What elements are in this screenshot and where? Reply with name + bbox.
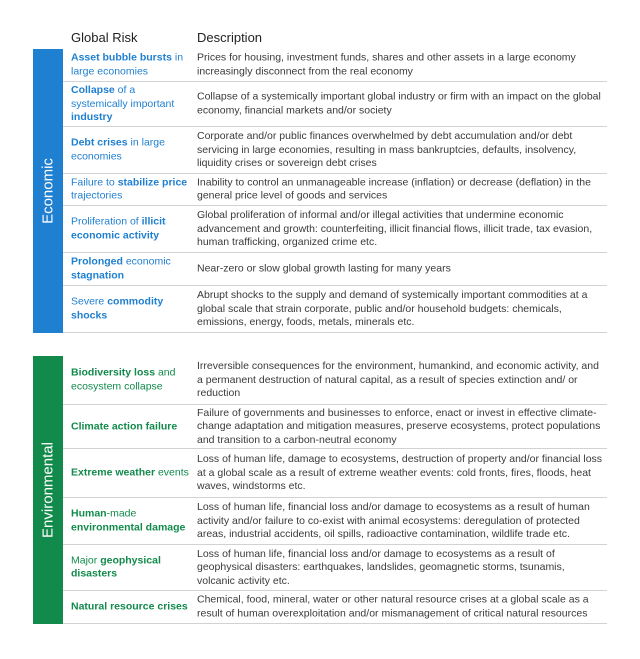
table-row (63, 253, 607, 286)
risk-description: Chemical, food, mineral, water or other natural resource crises at a global scale as a result of human overexploitation and/or mismanagement of critical natural resources (197, 593, 589, 619)
risk-name: Failure to stabilize price trajectories (71, 176, 188, 202)
risk-name: Proliferation of illicit economic activity (71, 215, 166, 241)
risk-description: Inability to control an unmanageable increase (inflation) or decrease (deflation) in the general price level of goods and services (197, 176, 591, 202)
table-row (63, 591, 607, 624)
section-label: Environmental (39, 442, 57, 538)
table-row (63, 82, 607, 127)
risk-name: Debt crises in large economies (71, 136, 165, 162)
risk-description: Loss of human life, financial loss and/or damage to ecosystems as a result of geophysical disasters: earthquakes, landslides, geomagnetic storms, tsunamis, volcanic activity etc. (197, 547, 565, 587)
table-row (63, 206, 607, 253)
risk-name: Natural resource crises (71, 600, 188, 613)
risk-description: Corporate and/or public finances overwhelmed by debt accumulation and/or debt servicing in large economies, resulting in mass bankruptcies, defaults, insolvency, liquidity crises or sovereign debt crises (197, 129, 577, 169)
table-row (63, 405, 607, 449)
risk-description: Prices for housing, investment funds, shares and other assets in a large economy increasingly disconnect from the real economy (197, 51, 576, 77)
table-row (63, 449, 607, 498)
risk-description: Near-zero or slow global growth lasting for many years (197, 262, 451, 275)
table-row (63, 174, 607, 206)
column-header-description: Description (197, 30, 263, 45)
section-band-environmental (33, 356, 63, 624)
risk-description: Abrupt shocks to the supply and demand of systemically important commodities at a global scale that strain corporate, public and/or household budgets: chemicals, emissions, energy, foods, metals, minerals etc. (197, 288, 588, 328)
risk-description: Collapse of a systemically important global industry or firm with an impact on the global economy, financial markets and/or society (197, 90, 601, 116)
risk-name: Collapse of a systemically important industry (71, 83, 175, 123)
column-header-global-risk: Global Risk (71, 30, 138, 45)
risk-name: Asset bubble bursts in large economies (71, 51, 184, 77)
risk-description: Loss of human life, financial loss and/or damage to ecosystems as a result of human activity and/or failure to co-exist with animal ecosystems: deregulation of protected areas, industrial accidents, oil spills, radioactive contamination, wildlife trade etc. (197, 500, 590, 540)
risk-name: Severe commodity shocks (71, 295, 164, 321)
risk-description: Global proliferation of informal and/or illegal activities that undermine economic advancement and growth: counterfeiting, illicit financial flows, illicit trade, tax evasion, human trafficking, organized crime etc. (197, 208, 593, 248)
section-band-economic (33, 49, 63, 333)
risk-name: Extreme weather events (71, 466, 189, 479)
risk-description: Irreversible consequences for the environment, humankind, and economic activity, and a permanent destruction of natural capital, as a result of species extinction and/ or reduction (197, 359, 599, 399)
table-row (63, 545, 607, 591)
risk-name: Major geophysical disasters (71, 554, 161, 580)
table-row (63, 498, 607, 545)
table-row (63, 356, 607, 405)
risk-description: Loss of human life, damage to ecosystems, destruction of property and/or financial loss at a global scale as a result of extreme weather events: cold fronts, fires, floods, heat waves, windstorms etc. (197, 452, 603, 492)
risk-name: Climate action failure (71, 419, 178, 432)
table-row (63, 127, 607, 174)
table-row (63, 286, 607, 333)
risk-name: Biodiversity loss and ecosystem collapse (71, 366, 176, 392)
table-row (63, 49, 607, 82)
risk-name: Human-made environmental damage (71, 507, 186, 533)
section-label: Economic (39, 158, 57, 224)
risk-description: Failure of governments and businesses to enforce, enact or invest in effective climate-change adaptation and mitigation measures, preserve ecosystems, protect populations and transition to a carbon-neutral economy (197, 406, 601, 446)
risk-name: Prolonged economic stagnation (71, 255, 171, 281)
